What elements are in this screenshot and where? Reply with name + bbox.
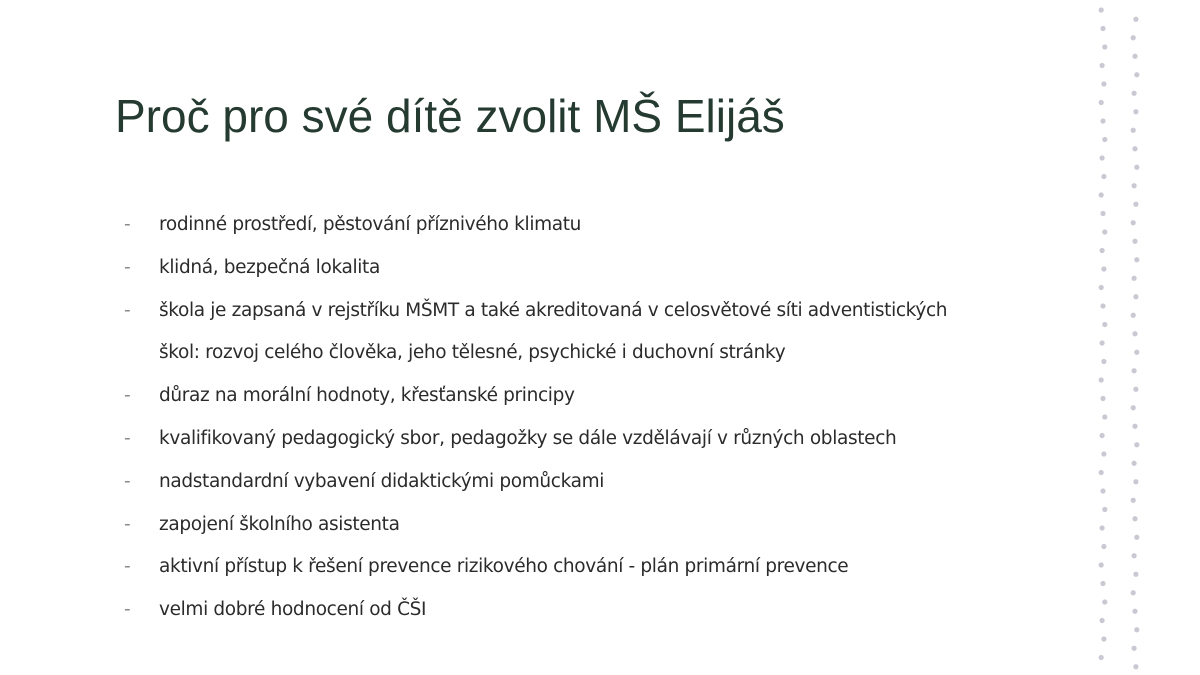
- decorative-dot: [1102, 599, 1107, 604]
- decorative-dot: [1133, 17, 1138, 22]
- decorative-dot: [1131, 590, 1136, 595]
- decorative-dot: [1134, 165, 1139, 170]
- decorative-dot: [1133, 202, 1138, 207]
- decorative-dot: [1100, 63, 1105, 68]
- bullet-marker: -: [124, 556, 131, 578]
- bullet-text: nadstandardní vybavení didaktickými pomůckami: [159, 470, 605, 492]
- decorative-dot: [1099, 285, 1104, 290]
- decorative-dot: [1132, 609, 1137, 614]
- decorative-dot: [1132, 424, 1137, 429]
- decorative-dot: [1133, 387, 1138, 392]
- decorative-dot: [1100, 118, 1105, 123]
- decorative-dot: [1101, 266, 1106, 271]
- decorative-dot: [1101, 451, 1106, 456]
- decorative-dot: [1100, 26, 1105, 31]
- decorative-dot: [1099, 562, 1104, 567]
- decorative-dot: [1100, 340, 1105, 345]
- decorative-dot: [1133, 664, 1138, 669]
- decorative-dot: [1132, 553, 1137, 558]
- decorative-dot: [1133, 109, 1138, 114]
- decorative-dot: [1099, 7, 1104, 12]
- decorative-dot: [1099, 192, 1104, 197]
- bullet-text: velmi dobré hodnocení od ČŠI: [159, 599, 427, 621]
- decorative-dot: [1132, 368, 1137, 373]
- decorative-dot: [1131, 498, 1136, 503]
- bullet-marker: -: [124, 214, 131, 235]
- decorative-dot: [1101, 81, 1106, 86]
- decorative-dot: [1131, 35, 1136, 40]
- decorative-dot: [1132, 516, 1137, 521]
- decorative-dot: [1132, 146, 1137, 151]
- decorative-dot: [1134, 72, 1139, 77]
- decorative-dot: [1102, 137, 1107, 142]
- decorative-dot: [1134, 535, 1139, 540]
- decorative-dot: [1131, 128, 1136, 133]
- decorative-dot: [1100, 488, 1105, 493]
- bullet-text: zapojení školního asistenta: [159, 513, 400, 535]
- decorative-dots-pattern: [1085, 0, 1145, 675]
- decorative-dot: [1100, 211, 1105, 216]
- decorative-dot: [1101, 636, 1106, 641]
- bullet-marker: -: [124, 513, 131, 535]
- decorative-dot: [1131, 405, 1136, 410]
- decorative-dot: [1099, 470, 1104, 475]
- decorative-dot: [1102, 44, 1107, 49]
- decorative-dot: [1132, 276, 1137, 281]
- bullet-marker: -: [124, 385, 131, 407]
- decorative-dot: [1132, 646, 1137, 651]
- decorative-dot: [1134, 350, 1139, 355]
- decorative-dot: [1132, 461, 1137, 466]
- decorative-dot: [1102, 507, 1107, 512]
- decorative-dot: [1099, 100, 1104, 105]
- bullet-marker: -: [124, 470, 131, 492]
- decorative-dot: [1100, 525, 1105, 530]
- decorative-dot: [1131, 220, 1136, 225]
- decorative-dot: [1133, 479, 1138, 484]
- decorative-dot: [1100, 433, 1105, 438]
- decorative-dot: [1100, 248, 1105, 253]
- decorative-dot: [1101, 359, 1106, 364]
- bullet-text: důraz na morální hodnoty, křesťanské principy: [159, 385, 575, 407]
- decorative-dot: [1134, 257, 1139, 262]
- bullet-marker: -: [124, 599, 131, 621]
- decorative-dot: [1099, 655, 1104, 660]
- decorative-dot: [1100, 303, 1105, 308]
- decorative-dot: [1132, 331, 1137, 336]
- decorative-dot: [1101, 174, 1106, 179]
- decorative-dot: [1132, 54, 1137, 59]
- decorative-dot: [1100, 581, 1105, 586]
- bullet-marker: -: [124, 427, 131, 449]
- bullet-text: škola je zapsaná v rejstříku MŠMT a také akreditovaná v celosvětové síti adventistických: [159, 299, 948, 321]
- decorative-dot: [1100, 155, 1105, 160]
- decorative-dot: [1134, 442, 1139, 447]
- decorative-dot: [1131, 313, 1136, 318]
- decorative-dot: [1132, 183, 1137, 188]
- decorative-dot: [1134, 627, 1139, 632]
- bullet-text: škol: rozvoj celého člověka, jeho tělesné, psychické i duchovní stránky: [159, 342, 786, 364]
- decorative-dot: [1099, 377, 1104, 382]
- decorative-dot: [1102, 322, 1107, 327]
- bullet-marker: -: [124, 256, 131, 278]
- decorative-dot: [1133, 294, 1138, 299]
- bullet-marker: -: [124, 299, 131, 321]
- bullet-text: klidná, bezpečná lokalita: [159, 256, 380, 278]
- decorative-dot: [1101, 544, 1106, 549]
- decorative-dot: [1100, 396, 1105, 401]
- decorative-dot: [1132, 91, 1137, 96]
- slide-title: Proč pro své dítě zvolit MŠ Elijáš: [115, 90, 785, 142]
- bullet-text: rodinné prostředí, pěstování příznivého klimatu: [159, 214, 582, 235]
- decorative-dot: [1100, 618, 1105, 623]
- bullet-text: aktivní přístup k řešení prevence rizikového chování - plán primární prevence: [159, 556, 849, 578]
- decorative-dot: [1133, 572, 1138, 577]
- decorative-dot: [1102, 414, 1107, 419]
- decorative-dot: [1102, 229, 1107, 234]
- decorative-dot: [1132, 239, 1137, 244]
- bullet-text: kvalifikovaný pedagogický sbor, pedagožky se dále vzdělávají v různých oblastech: [159, 427, 897, 449]
